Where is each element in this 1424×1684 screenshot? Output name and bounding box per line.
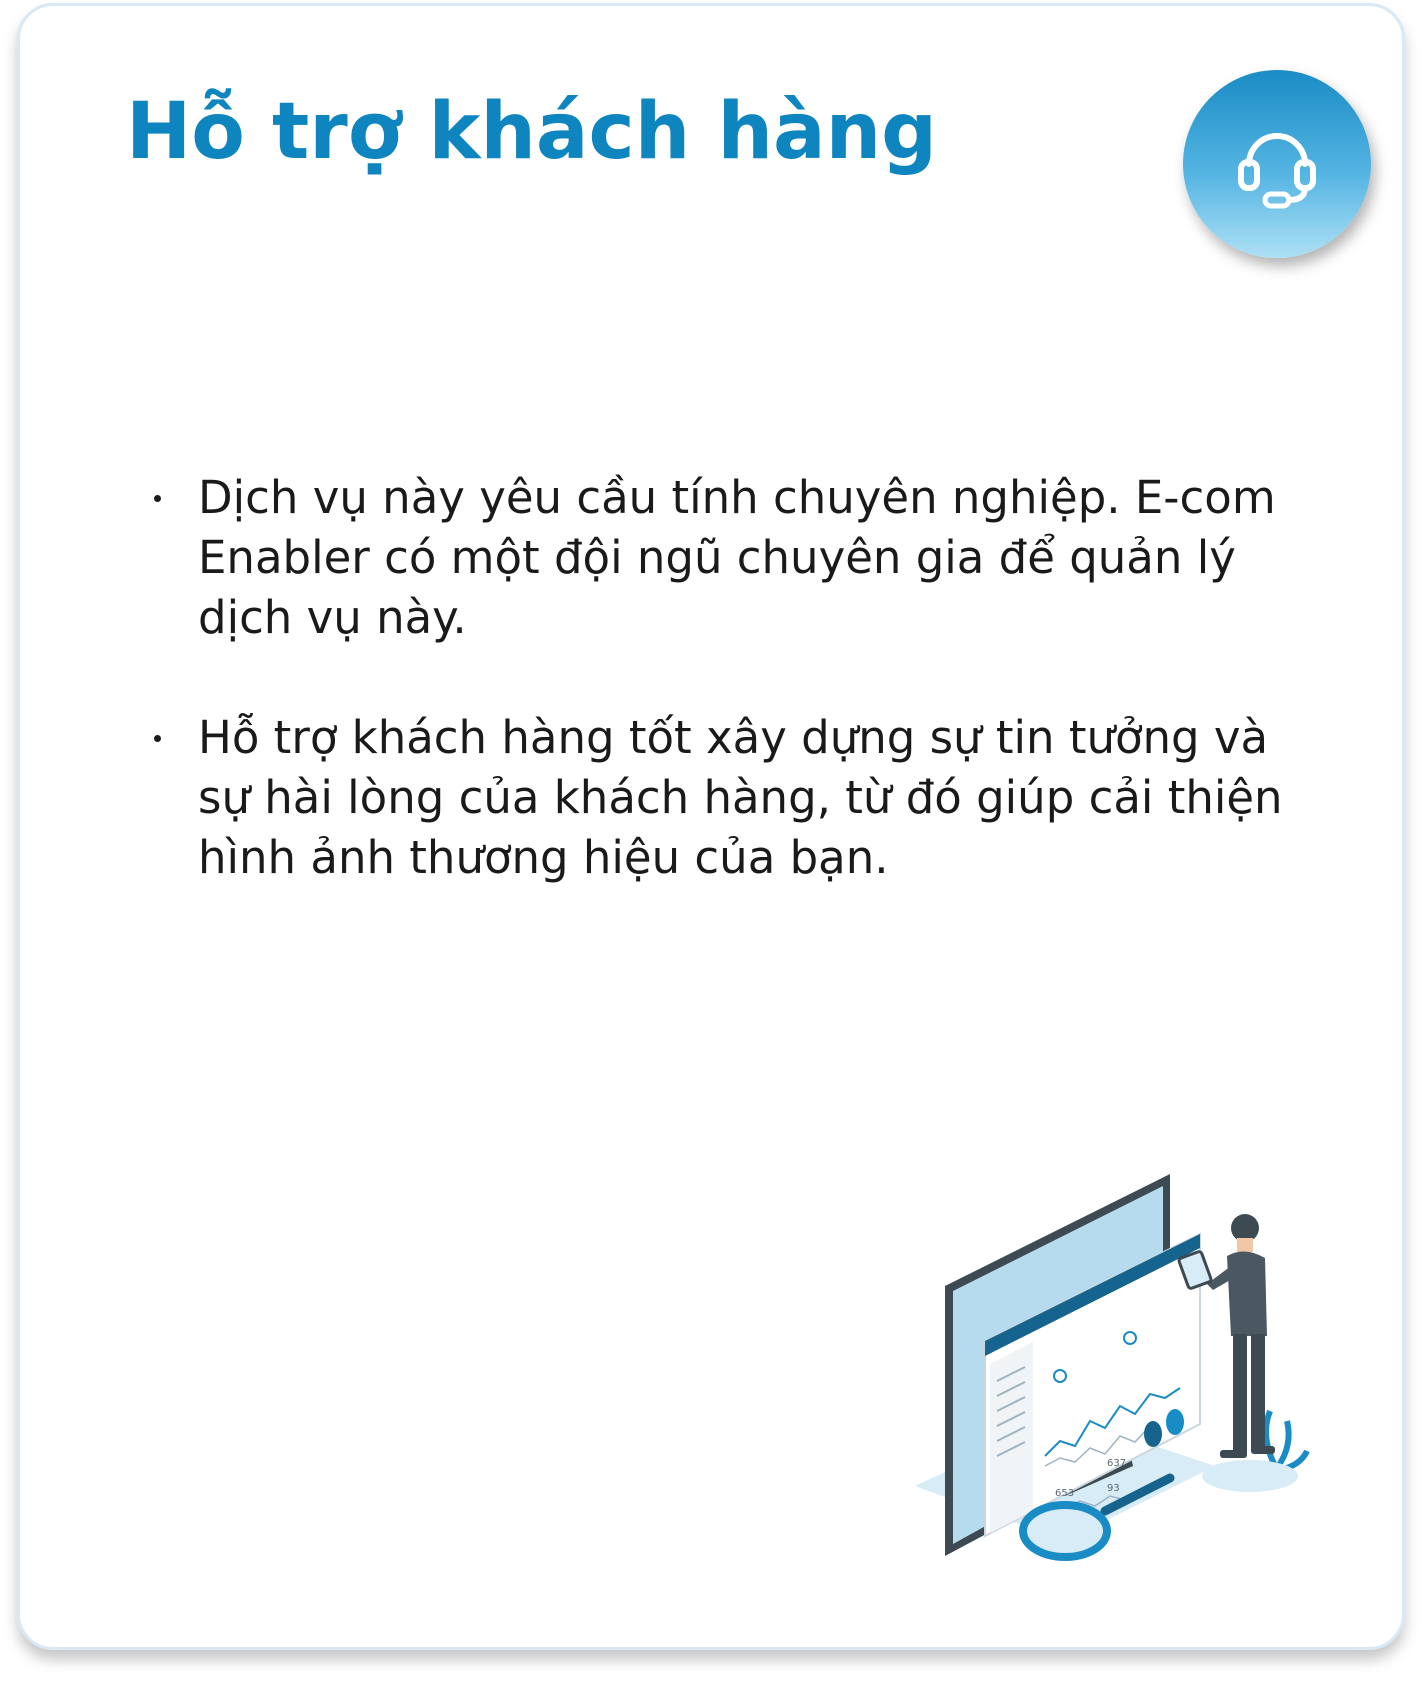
bullet-dot (154, 735, 161, 742)
chart-label: 93 (1107, 1483, 1120, 1494)
service-card (17, 3, 1405, 1650)
headset-badge (1183, 70, 1371, 258)
bullet-dot (154, 495, 161, 502)
bullet-item (150, 468, 1300, 648)
bullet-list (150, 468, 1300, 948)
bullet-text: Hỗ trợ khách hàng tốt xây dựng sự tin tưởng và sự hài lòng của khách hàng, từ đó giúp cải thiện hình ảnh thương hiệu của bạn. (198, 711, 1283, 884)
chart-label: 653 (1055, 1488, 1075, 1499)
card-title: Hỗ trợ khách hàng (126, 87, 938, 177)
bullet-text: Dịch vụ này yêu cầu tính chuyên nghiệp. E-com Enabler có một đội ngũ chuyên gia để quản lý dịch vụ này. (198, 471, 1276, 644)
headset-icon (1227, 114, 1327, 214)
analytics-dashboard-illustration (915, 1166, 1355, 1606)
bullet-item (150, 708, 1300, 888)
chart-label: 637 (1107, 1458, 1127, 1469)
plant-icon (1266, 1411, 1307, 1470)
